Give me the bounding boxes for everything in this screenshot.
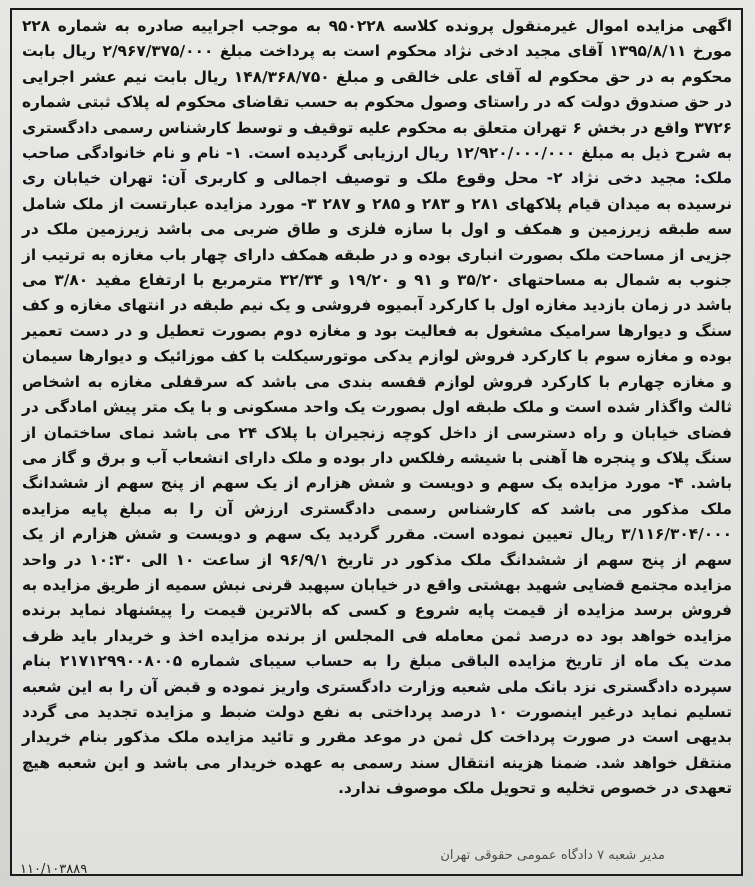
notice-reference-number: ۱۱۰/۱۰۳۸۸۹ [20, 862, 88, 877]
auction-notice-text [22, 14, 732, 802]
notice-body: اگهی مزایده اموال غیرمنقول پرونده کلاسه ۹۵۰۲۲۸ به موجب اجراییه صادره به شماره ۲۲۸ مورخ ۱۳۹۵/۸/۱۱ آقای مجید ادخی نژاد محکوم است به پرداخت مبلغ ۲/۹۶۷/۳۷۵/۰۰۰ ریال بابت محکوم به در حق محکوم له آقای علی خالقی و مبلغ ۱۴۸/۳۶۸/۷۵۰ ریال بابت نیم عشر اجرایی در حق صندوق دولت که در راستای وصول محکوم به حسب تقاضای محکوم له پلاک ثبتی شماره ۳۷۲۶ واقع در بخش ۶ تهران متعلق به محکوم علیه توقیف و توسط کارشناس رسمی دادگستری به شرح ذیل به مبلغ ۱۲/۹۲۰/۰۰۰/۰۰۰ ریال ارزیابی گردیده است. ۱- نام و نام خانوادگی صاحب ملک: مجید دخی نژاد ۲- محل وقوع ملک و توصیف اجمالی و کاربری آن: تهران خیابان ری نرسیده به میدان قیام پلاکهای ۲۸۱ و ۲۸۳ و ۲۸۵ و ۲۸۷ ۳- مورد مزایده عبارتست از ملک شامل سه طبقه زیرزمین و همکف و اول با سازه فلزی و طاق ضربی می باشد زیرزمین ملک در جزیی از مساحت ملک بصورت انباری بوده و در طبقه همکف دارای چهار باب مغازه به ترتیب از جنوب به شمال به مساحتهای ۳۵/۲۰ و ۹۱ و ۱۹/۲۰ و ۳۲/۳۴ مترمربع با ارتفاع مفید ۳/۸۰ می باشد در زمان بازدید مغازه اول با کارکرد آبمیوه فروشی و یک نیم طبقه در انتهای مغازه و کف سنگ و دیوارها سرامیک مشغول به فعالیت بود و مغازه دوم بصورت تعطیل و در دست تعمیر بوده و مغازه سوم با کارکرد فروش لوازم یدکی موتورسیکلت با کف موزائیک و دیوارها سیمان و مغازه چهارم با کارکرد فروش لوازم قفسه بندی می باشد که سرقفلی مغازه به اشخاص ثالث واگذار شده است و ملک طبقه اول بصورت یک واحد مسکونی و با یک متر پیش امادگی در فضای خیابان و راه دسترسی از داخل کوچه زنجیران با پلاک ۲۴ می باشد نمای ساختمان از سنگ پلاک و پنجره ها آهنی با شیشه رفلکس دار بوده و ملک دارای انشعاب آب و برق و گاز می باشد. ۴- مورد مزایده یک سهم و دویست و شش هزارم از یک سهم از پنج سهم از ششدانگ ملک مذکور می باشد که کارشناس رسمی دادگستری ارزش آن را به مبلغ پایه مزایده ۳/۱۱۶/۳۰۴/۰۰۰ ریال تعیین نموده است. مقرر گردید یک سهم و دویست و شش هزارم از یک سهم از پنج سهم از ششدانگ ملک مذکور در تاریخ ۹۶/۹/۱ از ساعت ۱۰ الی ۱۰:۳۰ در واحد مزایده مجتمع قضایی شهید بهشتی واقع در خیابان سپهبد قرنی نبش سمیه از طریق مزایده به فروش برسد مزایده از قیمت پایه شروع و کسی که بالاترین قیمت را پیشنهاد نماید برنده مزایده خواهد بود ده درصد ثمن معامله فی المجلس از برنده مزایده اخذ و خریدار باید ظرف مدت یک ماه از تاریخ مزایده الباقی مبلغ را به حساب سیبای شماره ۲۱۷۱۲۹۹۰۰۸۰۰۵ بنام سپرده دادگستری نزد بانک ملی شعبه وزارت دادگستری واریز نموده و قبض آن را به این شعبه تسلیم نماید درغیر اینصورت ۱۰ درصد پرداختی به نفع دولت ضبط و مزایده تجدید می گردد بدیهی است در صورت پرداخت کل ثمن در موعد مقرر و تائید مزایده ملک مذکور بنام خریدار منتقل خواهد شد. ضمنا هزینه انتقال سند رسمی به عهده خریدار می باشد و این شعبه هیچ تعهدی در خصوص تخلیه و تحویل ملک موصوف ندارد. [22, 17, 733, 798]
court-signature: مدیر شعبه ۷ دادگاه عمومی حقوقی تهران [440, 848, 665, 863]
